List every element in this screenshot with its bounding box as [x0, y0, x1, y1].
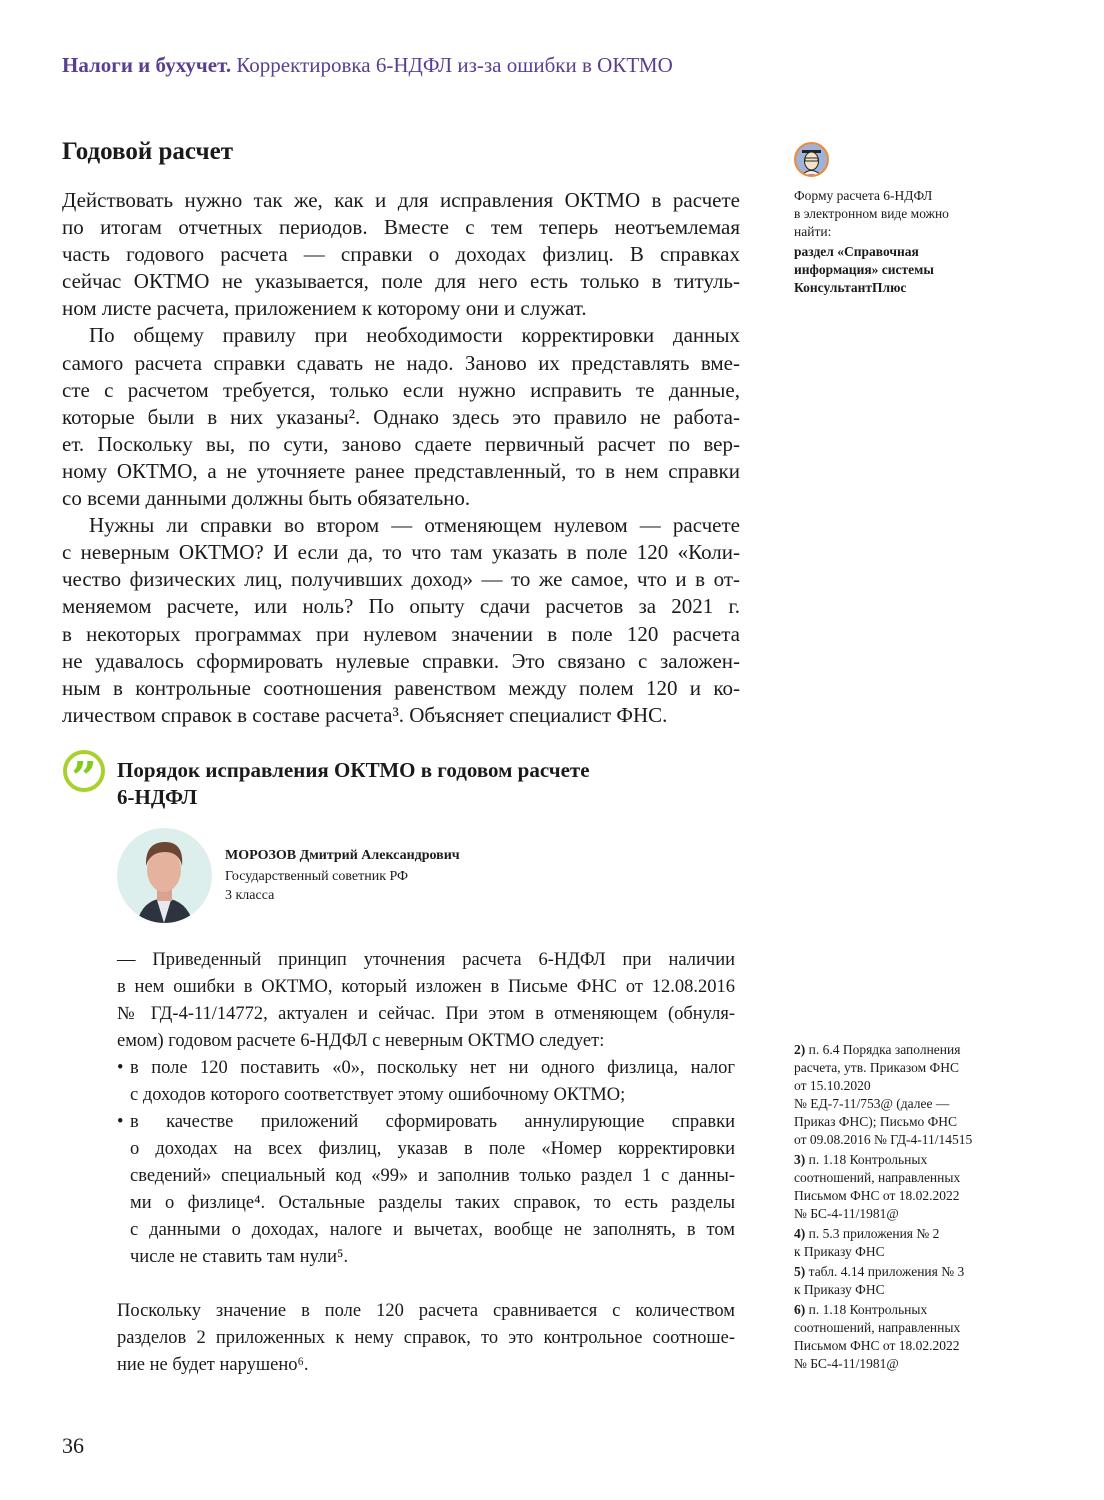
- text-line: ном листе расчета, приложением к которому они и служат.: [62, 296, 587, 321]
- footnote-line: [794, 1355, 1024, 1373]
- text-line: числе не ставить там нули⁵.: [130, 1247, 349, 1267]
- sidebar-source-line: КонсультантПлюс: [794, 280, 907, 295]
- footnote: [794, 1301, 1024, 1373]
- footnote-line: [794, 1205, 1024, 1223]
- footnote-line: [794, 1187, 1024, 1205]
- sidebar-note-line: найти:: [794, 224, 832, 239]
- running-header: [62, 53, 673, 78]
- paragraph: [62, 187, 740, 322]
- footnote-number: 3): [794, 1152, 806, 1167]
- footnote-line: [794, 1059, 1024, 1077]
- sidebar-source: [794, 243, 1014, 297]
- text-line: сте с расчетом требуется, только если нужно исправить те данные,: [62, 377, 740, 402]
- header-section: Налоги и бухучет.: [62, 53, 232, 77]
- quote-title-line: 6-НДФЛ: [117, 785, 198, 809]
- footnote-text: от 15.10.2020: [794, 1078, 871, 1093]
- text-line: в поле 120 поставить «0», поскольку нет ни одного физлица, налог: [130, 1058, 735, 1078]
- footnote-text: соотношений, направленных: [794, 1170, 961, 1185]
- footnote-line: [794, 1131, 1024, 1149]
- expert-name: МОРОЗОВ Дмитрий Александрович: [225, 848, 460, 863]
- footnote-text: расчета, утв. Приказом ФНС: [794, 1060, 959, 1075]
- quote-body: [117, 947, 735, 1379]
- quote-intro: [117, 947, 735, 1055]
- text-line: с доходов которого соответствует этому ошибочному ОКТМО;: [130, 1085, 626, 1105]
- text-line: ние не будет нарушено⁶.: [117, 1355, 309, 1375]
- text-line: в нем ошибки в ОКТМО, который изложен в Письме ФНС от 12.08.2016: [117, 977, 735, 997]
- footnote-text: № ЕД-7-11/753@ (далее —: [794, 1096, 950, 1111]
- quote-title-line: Порядок исправления ОКТМО в годовом расчете: [117, 758, 590, 782]
- footnote-number: 5): [794, 1264, 806, 1279]
- footnote-text: Письмом ФНС от 18.02.2022: [794, 1188, 960, 1203]
- text-line: ным в контрольные соотношения равенством между полем 120 и ко-: [62, 675, 740, 700]
- text-line: емом) годовом расчете 6-НДФЛ с неверным ОКТМО следует:: [117, 1031, 605, 1051]
- text-line: ми о физлице⁴. Остальные разделы таких справок, то есть разделы: [130, 1193, 735, 1213]
- sidebar-source-line: информация» системы: [794, 262, 934, 277]
- footnote-line: [794, 1263, 1024, 1281]
- footnote-text: соотношений, направленных: [794, 1320, 961, 1335]
- footnote-text: № БС-4-11/1981@: [794, 1356, 899, 1371]
- text-line: сейчас ОКТМО не указывается, поле для него есть только в титуль-: [62, 269, 740, 294]
- text-line: часть годового расчета — справки о доходах физлиц. В справках: [62, 242, 740, 267]
- text-line: ному ОКТМО, а не уточняете ранее представленный, то в нем справки: [62, 458, 740, 483]
- text-line: личеством справок в составе расчета³. Объясняет специалист ФНС.: [62, 702, 668, 727]
- footnote-line: [794, 1301, 1024, 1319]
- footnote-number: 2): [794, 1042, 806, 1057]
- footnote-line: [794, 1151, 1024, 1169]
- text-line: По общему правилу при необходимости корректировки данных: [89, 323, 740, 348]
- footnote-text: от 09.08.2016 № ГД-4-11/14515: [794, 1132, 973, 1147]
- footnote-text: п. 1.18 Контрольных: [808, 1152, 928, 1167]
- footnote-text: к Приказу ФНС: [794, 1244, 885, 1259]
- bullet-marker: •: [117, 1112, 124, 1132]
- text-line: разделов 2 приложенных к нему справок, то это контрольное соотноше-: [117, 1328, 735, 1348]
- text-line: самого расчета справки сдавать не надо. Заново их представлять вме-: [62, 350, 740, 375]
- text-line: в качестве приложений сформировать аннулирующие справки: [130, 1112, 735, 1132]
- quote-conclusion: [117, 1298, 735, 1379]
- footnote-line: [794, 1225, 1024, 1243]
- footnote: [794, 1151, 1024, 1223]
- text-line: в некоторых программах при нулевом значении в поле 120 расчета: [62, 621, 740, 646]
- footnote: [794, 1225, 1024, 1261]
- footnote-text: к Приказу ФНС: [794, 1282, 885, 1297]
- header-title: Корректировка 6-НДФЛ из-за ошибки в ОКТМО: [236, 53, 673, 77]
- text-line: не удавалось сформировать нулевые справки. Это связано с заложен-: [62, 648, 740, 673]
- main-body: [62, 187, 740, 729]
- text-line: Нужны ли справки во втором — отменяющем нулевом — расчете: [89, 513, 740, 538]
- expert-title-line: 3 класса: [225, 888, 275, 903]
- footnotes: [794, 1041, 1024, 1375]
- footnote-line: [794, 1281, 1024, 1299]
- footnote-text: п. 5.3 приложения № 2: [808, 1226, 940, 1241]
- text-line: по итогам отчетных периодов. Вместе с тем теперь неотъемлемая: [62, 215, 740, 240]
- text-line: с данными о доходах, налоге и вычетах, вообще не заполнять, в том: [130, 1220, 735, 1240]
- footnote-line: [794, 1243, 1024, 1261]
- footnote-text: табл. 4.14 приложения № 3: [808, 1264, 965, 1279]
- footnote-text: п. 1.18 Контрольных: [808, 1302, 928, 1317]
- text-line: ет. Поскольку вы, по сути, заново сдаете первичный расчет по вер-: [62, 431, 740, 456]
- paragraph: [62, 322, 740, 512]
- expert-title-line: Государственный советник РФ: [225, 869, 409, 884]
- section-title: Годовой расчет: [62, 138, 233, 165]
- text-line: — Приведенный принцип уточнения расчета 6-НДФЛ при наличии: [117, 950, 735, 970]
- paragraph: [62, 512, 740, 729]
- text-line: сведений» специальный код «99» и заполнив только раздел 1 с данны-: [130, 1166, 735, 1186]
- text-line: Поскольку значение в поле 120 расчета сравнивается с количеством: [117, 1301, 735, 1321]
- footnote-line: [794, 1077, 1024, 1095]
- footnote-line: [794, 1169, 1024, 1187]
- footnote-line: [794, 1319, 1024, 1337]
- text-line: № ГД-4-11/14772, актуален и сейчас. При этом в отменяющем (обнуля-: [117, 1004, 735, 1024]
- text-line: со всеми данными должны быть обязательно.: [62, 486, 471, 511]
- footnote-text: Приказ ФНС); Письмо ФНС: [794, 1114, 958, 1129]
- bullet-marker: •: [117, 1058, 124, 1078]
- footnote-line: [794, 1041, 1024, 1059]
- expert-portrait: [117, 828, 212, 923]
- text-line: меняемом расчете, или ноль? По опыту сдачи расчетов за 2021 г.: [62, 594, 740, 619]
- footnote-number: 6): [794, 1302, 806, 1317]
- footnote-text: п. 6.4 Порядка заполнения: [808, 1042, 961, 1057]
- footnote-text: № БС-4-11/1981@: [794, 1206, 899, 1221]
- footnote-line: [794, 1113, 1024, 1131]
- footnote: [794, 1041, 1024, 1149]
- footnote-line: [794, 1337, 1024, 1355]
- sidebar-note-line: Форму расчета 6-НДФЛ: [794, 188, 933, 203]
- sidebar-source-line: раздел «Справочная: [794, 244, 919, 259]
- page-number: 36: [62, 1433, 84, 1458]
- bullet-item: [117, 1055, 735, 1109]
- quote-marks-icon: ”: [63, 750, 105, 792]
- footnote-text: Письмом ФНС от 18.02.2022: [794, 1338, 960, 1353]
- text-line: с неверным ОКТМО? И если да, то что там указать в поле 120 «Коли-: [62, 540, 740, 565]
- professor-avatar-icon: [794, 142, 829, 177]
- sidebar-note: [794, 187, 1014, 297]
- sidebar-note-line: в электронном виде можно: [794, 206, 949, 221]
- text-line: о доходах на всех физлиц, указав в поле «Номер корректировки: [130, 1139, 735, 1159]
- footnote: [794, 1263, 1024, 1299]
- quote-title: [117, 757, 717, 811]
- text-line: чество физических лиц, получивших доход» — то же самое, что и в от-: [62, 567, 740, 592]
- footnote-number: 4): [794, 1226, 806, 1241]
- text-line: Действовать нужно так же, как и для исправления ОКТМО в расчете: [62, 188, 740, 212]
- bullet-item: [117, 1109, 735, 1271]
- text-line: которые были в них указаны². Однако здесь это правило не работа-: [62, 404, 740, 429]
- expert-title: [225, 867, 408, 905]
- footnote-line: [794, 1095, 1024, 1113]
